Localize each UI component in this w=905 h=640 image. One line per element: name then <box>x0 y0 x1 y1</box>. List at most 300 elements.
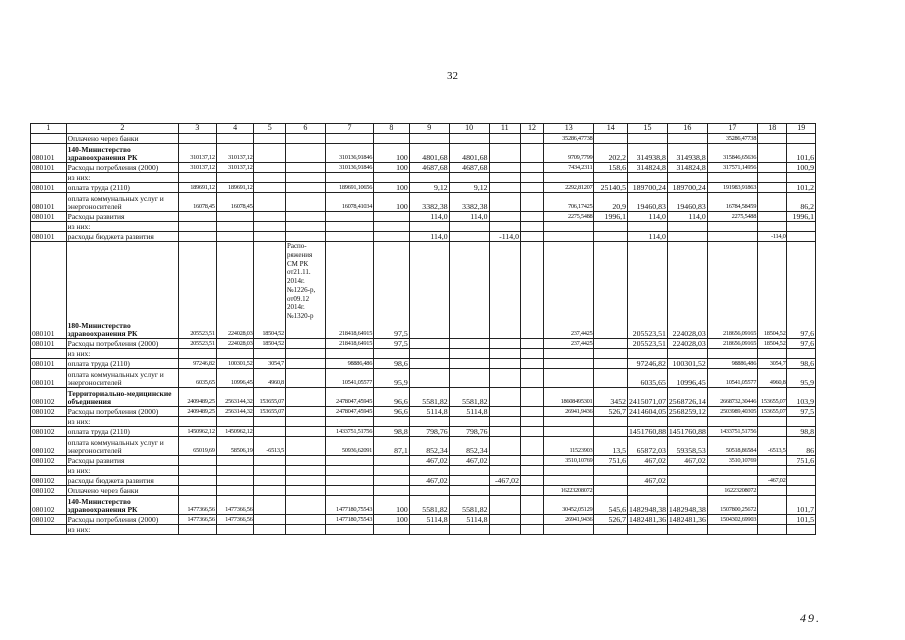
value-cell: 310136,91846 <box>325 144 373 163</box>
value-cell <box>520 476 543 486</box>
value-cell: 98,6 <box>374 359 410 369</box>
value-cell <box>594 417 628 427</box>
note-cell <box>285 476 325 486</box>
budget-code-cell: 080102 <box>31 515 67 525</box>
value-cell <box>409 369 449 388</box>
value-cell <box>409 525 449 535</box>
value-cell: 101,2 <box>787 183 816 193</box>
value-cell: 467,02 <box>409 456 449 466</box>
value-cell <box>178 134 216 144</box>
table-row <box>31 134 816 144</box>
value-cell: 467,02 <box>449 456 489 466</box>
budget-code-cell: 080102 <box>31 407 67 417</box>
value-cell: 314824,8 <box>628 163 668 173</box>
value-cell: -6513,5 <box>758 437 787 456</box>
value-cell: 2668732,30446 <box>707 388 757 407</box>
table-row <box>31 466 816 476</box>
item-name-cell: оплата труда (2110) <box>66 427 178 437</box>
value-cell <box>787 232 816 242</box>
value-cell: 65872,03 <box>628 437 668 456</box>
note-cell <box>285 417 325 427</box>
value-cell: 224028,03 <box>216 242 254 339</box>
value-cell: 16078,41034 <box>325 193 373 212</box>
column-header: 18 <box>758 124 787 134</box>
budget-code-cell: 080101 <box>31 369 67 388</box>
value-cell: 1996,1 <box>594 212 628 222</box>
value-cell <box>489 349 520 359</box>
item-name-cell: 140-Министерство здравоохранения РК <box>66 496 178 515</box>
note-cell <box>285 134 325 144</box>
budget-code-cell: 080102 <box>31 437 67 456</box>
value-cell: 95,9 <box>787 369 816 388</box>
value-cell: 18504,52 <box>758 339 787 349</box>
value-cell: 5581,82 <box>449 496 489 515</box>
value-cell <box>707 476 757 486</box>
value-cell <box>216 525 254 535</box>
value-cell <box>489 134 520 144</box>
table-row <box>31 525 816 535</box>
value-cell: 2275,5488 <box>707 212 757 222</box>
value-cell: 6035,65 <box>628 369 668 388</box>
value-cell <box>449 242 489 339</box>
item-name-cell: 180-Министерство здравоохранения РК <box>66 242 178 339</box>
value-cell: 10996,45 <box>216 369 254 388</box>
value-cell: 1482481,36 <box>668 514 706 524</box>
value-cell: 189691,12 <box>216 183 254 193</box>
value-cell: 114,0 <box>628 212 668 222</box>
value-cell <box>520 232 543 242</box>
value-cell <box>520 515 543 525</box>
budget-code-cell: 080101 <box>31 193 67 212</box>
value-cell: 751,6 <box>787 456 816 466</box>
value-cell: -467,02 <box>489 476 520 486</box>
value-cell: 100 <box>374 163 410 173</box>
note-cell <box>285 163 325 173</box>
value-cell: 205523,51 <box>178 242 216 339</box>
value-cell: 5581,82 <box>409 496 449 515</box>
value-cell: 20,9 <box>594 193 628 212</box>
value-cell <box>594 242 628 339</box>
note-cell <box>285 183 325 193</box>
value-cell: 10996,45 <box>667 369 707 388</box>
value-cell <box>489 163 520 173</box>
value-cell: 87,1 <box>374 437 410 456</box>
value-cell: 2409489,25 <box>178 388 216 407</box>
value-cell: 1482948,38 <box>667 496 707 515</box>
value-cell: 7434,2311 <box>544 163 594 173</box>
note-cell <box>285 407 325 417</box>
item-name-cell: Расходы потребления (2000) <box>66 515 178 525</box>
value-cell: 205523,51 <box>178 339 216 349</box>
value-cell <box>489 525 520 535</box>
value-cell: 26941,9436 <box>544 515 594 525</box>
value-cell: 4687,68 <box>409 163 449 173</box>
column-header: 10 <box>449 124 489 134</box>
value-cell <box>254 466 285 476</box>
value-cell: 2414604,05 <box>629 406 667 416</box>
budget-code-cell: 080101 <box>31 163 67 173</box>
value-cell: 25140,5 <box>594 183 628 193</box>
column-header: 3 <box>178 124 216 134</box>
value-cell <box>594 486 628 496</box>
table-row <box>31 388 816 407</box>
value-cell: 2568259,12 <box>668 406 706 416</box>
value-cell <box>449 466 489 476</box>
value-cell <box>409 359 449 369</box>
value-cell <box>758 222 787 232</box>
note-cell <box>285 193 325 212</box>
value-cell: 3510,10769 <box>544 456 594 466</box>
value-cell: 189700,24 <box>628 183 668 193</box>
value-cell <box>374 417 410 427</box>
value-cell <box>489 359 520 369</box>
value-cell <box>178 232 216 242</box>
value-cell: 1451760,88 <box>629 426 667 436</box>
value-cell <box>489 456 520 466</box>
value-cell <box>254 486 285 496</box>
value-cell <box>787 222 816 232</box>
value-cell <box>489 339 520 349</box>
value-cell <box>409 417 449 427</box>
budget-code-cell: 080101 <box>31 339 67 349</box>
value-cell <box>449 134 489 144</box>
value-cell <box>325 232 373 242</box>
value-cell <box>707 222 757 232</box>
table-header-row <box>31 124 816 134</box>
value-cell <box>178 349 216 359</box>
budget-code-cell: 080101 <box>31 183 67 193</box>
value-cell: 189700,24 <box>667 183 707 193</box>
value-cell: 237,4425 <box>544 339 594 349</box>
value-cell <box>520 525 543 535</box>
value-cell <box>544 476 594 486</box>
value-cell: 18608495301 <box>544 388 594 407</box>
value-cell <box>254 496 285 515</box>
note-cell <box>285 486 325 496</box>
value-cell <box>374 456 410 466</box>
value-cell: 100 <box>374 193 410 212</box>
value-cell <box>489 407 520 417</box>
budget-code-cell: 080102 <box>31 476 67 486</box>
value-cell <box>667 349 707 359</box>
value-cell <box>758 456 787 466</box>
value-cell <box>594 134 628 144</box>
note-cell <box>285 212 325 222</box>
handwritten-page-mark: 49. <box>800 611 821 625</box>
value-cell <box>449 417 489 427</box>
value-cell <box>520 173 543 183</box>
column-header: 2 <box>66 124 178 134</box>
value-cell: 317571,14956 <box>707 163 757 173</box>
value-cell <box>325 173 373 183</box>
item-name-cell: Территориально-медицинские объединения <box>66 388 178 407</box>
budget-code-cell: 080102 <box>31 427 67 437</box>
column-header: 4 <box>216 124 254 134</box>
note-cell <box>285 388 325 407</box>
value-cell: 50936,62091 <box>325 437 373 456</box>
value-cell <box>374 466 410 476</box>
value-cell: 3382,38 <box>409 193 449 212</box>
column-header: 5 <box>254 124 285 134</box>
column-header: 7 <box>325 124 373 134</box>
value-cell <box>544 232 594 242</box>
table-row <box>31 496 816 515</box>
column-header: 11 <box>489 124 520 134</box>
value-cell: 3054,7 <box>758 359 787 369</box>
value-cell <box>449 222 489 232</box>
value-cell <box>409 173 449 183</box>
value-cell: 65019,69 <box>178 437 216 456</box>
note-cell <box>285 359 325 369</box>
value-cell <box>216 417 254 427</box>
value-cell: 4801,68 <box>409 144 449 163</box>
value-cell: 101,5 <box>787 515 816 525</box>
value-cell <box>178 486 216 496</box>
value-cell <box>520 417 543 427</box>
value-cell <box>544 349 594 359</box>
value-cell <box>594 466 628 476</box>
value-cell <box>594 173 628 183</box>
value-cell: 101,7 <box>787 496 816 515</box>
value-cell: 100301,52 <box>667 359 707 369</box>
item-name-cell: Расходы развития <box>66 212 178 222</box>
note-cell <box>285 144 325 163</box>
value-cell: 467,02 <box>667 456 707 466</box>
value-cell <box>254 144 285 163</box>
value-cell <box>758 496 787 515</box>
item-name-cell: оплата коммунальных услуг и энергоносителей <box>66 193 178 212</box>
budget-code-cell: 080101 <box>31 144 67 163</box>
value-cell <box>667 466 707 476</box>
column-header: 16 <box>667 124 707 134</box>
column-header: 1 <box>31 124 67 134</box>
value-cell <box>178 173 216 183</box>
value-cell <box>520 388 543 407</box>
value-cell: 114,0 <box>667 212 707 222</box>
value-cell: 1482481,36 <box>629 514 667 524</box>
value-cell <box>787 466 816 476</box>
value-cell: 19460,83 <box>667 193 707 212</box>
budget-code-cell: 080101 <box>31 242 67 339</box>
value-cell <box>325 456 373 466</box>
item-name-cell: Расходы потребления (2000) <box>66 163 178 173</box>
page-number: 32 <box>447 70 458 82</box>
value-cell: 16223208072 <box>707 486 757 496</box>
budget-code-cell <box>31 466 67 476</box>
value-cell <box>544 417 594 427</box>
value-cell: 2478047,45945 <box>325 407 373 417</box>
value-cell: 237,4425 <box>544 242 594 339</box>
value-cell: 202,2 <box>594 144 628 163</box>
value-cell <box>594 476 628 486</box>
value-cell: 189691,12 <box>178 183 216 193</box>
value-cell: 467,02 <box>628 476 668 486</box>
value-cell <box>758 134 787 144</box>
note-cell <box>285 349 325 359</box>
value-cell <box>758 144 787 163</box>
value-cell: 86,2 <box>787 193 816 212</box>
table-row <box>31 163 816 173</box>
value-cell: 526,7 <box>594 407 628 417</box>
value-cell: 706,17425 <box>544 193 594 212</box>
value-cell <box>178 417 216 427</box>
value-cell <box>254 476 285 486</box>
value-cell <box>628 222 668 232</box>
value-cell: 9,12 <box>409 183 449 193</box>
table-row <box>31 232 816 242</box>
value-cell <box>594 427 628 437</box>
column-header: 9 <box>409 124 449 134</box>
note-cell <box>285 173 325 183</box>
note-cell <box>285 339 325 349</box>
value-cell <box>449 476 489 486</box>
value-cell <box>216 134 254 144</box>
value-cell <box>594 369 628 388</box>
value-cell <box>758 173 787 183</box>
budget-code-cell: 080102 <box>31 496 67 515</box>
value-cell: 1482948,38 <box>628 496 668 515</box>
value-cell <box>667 417 707 427</box>
value-cell: 205523,51 <box>628 242 668 339</box>
value-cell: 2563144,32 <box>216 388 254 407</box>
value-cell <box>216 212 254 222</box>
value-cell <box>544 173 594 183</box>
value-cell <box>216 476 254 486</box>
value-cell: 95,9 <box>374 369 410 388</box>
value-cell: 97,5 <box>374 242 410 339</box>
value-cell: 100 <box>374 144 410 163</box>
value-cell <box>449 486 489 496</box>
column-header: 8 <box>374 124 410 134</box>
value-cell: 4960,8 <box>254 369 285 388</box>
value-cell: 26941,9436 <box>544 407 594 417</box>
value-cell: 98,8 <box>374 427 410 437</box>
value-cell <box>254 456 285 466</box>
budget-code-cell <box>31 222 67 232</box>
value-cell <box>374 486 410 496</box>
value-cell <box>520 466 543 476</box>
value-cell: 97,6 <box>787 339 816 349</box>
column-header: 13 <box>544 124 594 134</box>
value-cell: 114,0 <box>628 232 668 242</box>
value-cell <box>374 222 410 232</box>
value-cell <box>254 193 285 212</box>
value-cell: 10541,05577 <box>707 369 757 388</box>
value-cell: 3452 <box>594 388 628 407</box>
value-cell <box>489 212 520 222</box>
value-cell: 218418,64915 <box>325 242 373 339</box>
value-cell <box>520 222 543 232</box>
value-cell <box>409 466 449 476</box>
value-cell: 16078,45 <box>216 193 254 212</box>
value-cell: -114,0 <box>758 232 787 242</box>
value-cell <box>628 134 668 144</box>
budget-code-cell: 080102 <box>31 388 67 407</box>
table-row <box>31 486 816 496</box>
value-cell: 6035,65 <box>178 369 216 388</box>
item-name-cell: расходы бюджета развития <box>66 476 178 486</box>
value-cell <box>178 212 216 222</box>
table-row <box>31 369 816 388</box>
value-cell <box>628 466 668 476</box>
value-cell <box>409 134 449 144</box>
value-cell <box>254 427 285 437</box>
value-cell <box>544 525 594 535</box>
value-cell <box>325 222 373 232</box>
value-cell <box>325 349 373 359</box>
value-cell <box>758 417 787 427</box>
value-cell <box>787 476 816 486</box>
value-cell: 310137,12 <box>178 144 216 163</box>
value-cell <box>489 417 520 427</box>
column-header: 14 <box>594 124 628 134</box>
note-cell <box>285 437 325 456</box>
value-cell: 2568726,14 <box>667 388 707 407</box>
value-cell <box>520 242 543 339</box>
note-cell <box>285 232 325 242</box>
value-cell <box>449 525 489 535</box>
value-cell <box>667 525 707 535</box>
value-cell: 100 <box>374 496 410 515</box>
value-cell <box>758 183 787 193</box>
column-header: 15 <box>628 124 668 134</box>
value-cell <box>409 339 449 349</box>
table-row <box>31 222 816 232</box>
value-cell: 18504,52 <box>254 242 285 339</box>
value-cell: 16223208072 <box>544 486 594 496</box>
value-cell: 1451760,88 <box>668 426 706 436</box>
budget-code-cell: 080101 <box>31 232 67 242</box>
value-cell: 35286,47738 <box>544 134 594 144</box>
value-cell <box>544 369 594 388</box>
value-cell <box>758 466 787 476</box>
value-cell: 153655,07 <box>758 388 787 407</box>
value-cell: 1504302,69903 <box>707 515 757 525</box>
value-cell <box>489 388 520 407</box>
table-row <box>31 437 816 456</box>
value-cell <box>449 369 489 388</box>
value-cell: 798,76 <box>449 427 489 437</box>
value-cell <box>178 476 216 486</box>
value-cell: 218418,64915 <box>325 339 373 349</box>
budget-execution-table <box>30 123 816 535</box>
value-cell <box>449 173 489 183</box>
value-cell: 4801,68 <box>449 144 489 163</box>
value-cell: 9,12 <box>449 183 489 193</box>
item-name-cell: из них: <box>66 222 178 232</box>
value-cell <box>520 212 543 222</box>
value-cell: -114,0 <box>489 232 520 242</box>
value-cell: 218656,09165 <box>707 339 757 349</box>
value-cell <box>489 427 520 437</box>
item-name-cell: оплата коммунальных услуг и энергоносителей <box>66 369 178 388</box>
value-cell: 11523903 <box>544 437 594 456</box>
value-cell: 5581,82 <box>409 388 449 407</box>
value-cell: 467,02 <box>628 456 668 466</box>
value-cell: 1477366,56 <box>216 515 254 525</box>
table-row <box>31 173 816 183</box>
value-cell <box>489 466 520 476</box>
value-cell: 16784,58459 <box>707 193 757 212</box>
value-cell: 3054,7 <box>254 359 285 369</box>
value-cell: 314938,8 <box>628 144 668 163</box>
value-cell <box>254 525 285 535</box>
value-cell: 852,34 <box>409 437 449 456</box>
value-cell: 1477366,56 <box>178 496 216 515</box>
item-name-cell: из них: <box>66 417 178 427</box>
budget-code-cell <box>31 134 67 144</box>
note-cell <box>285 222 325 232</box>
